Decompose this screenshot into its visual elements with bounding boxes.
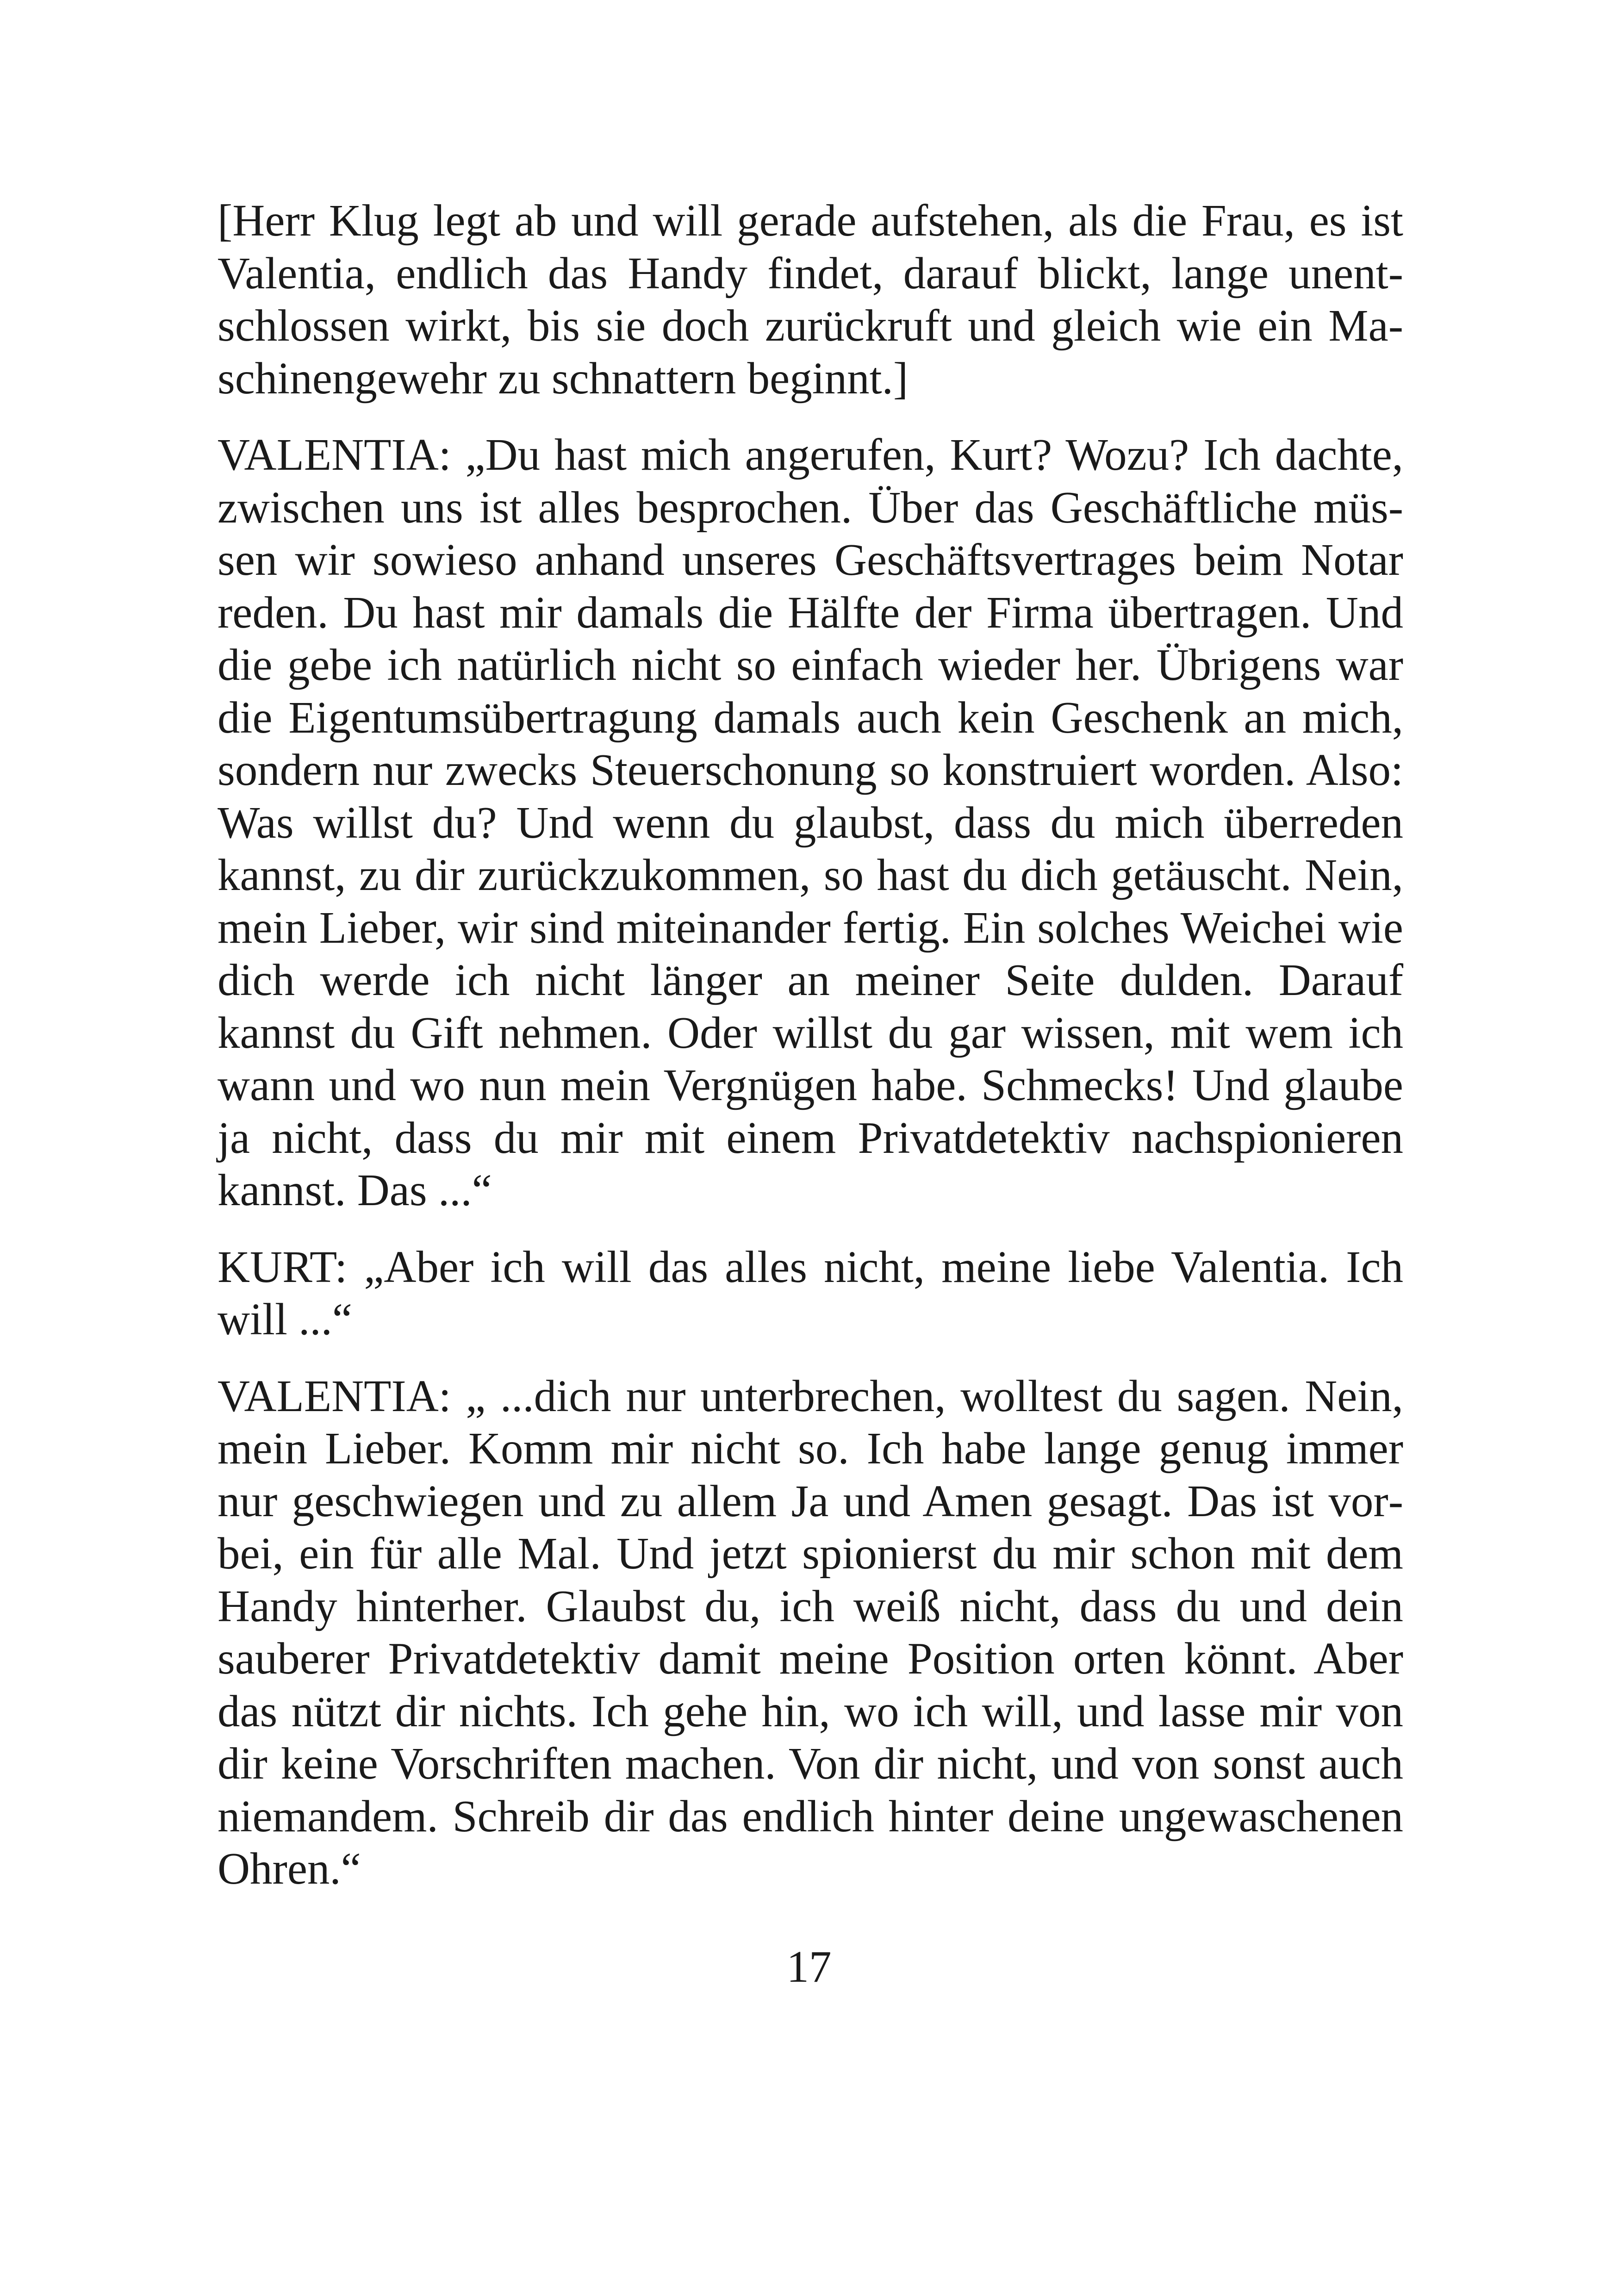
stage-direction-paragraph: [Herr Klug legt ab und will gerade aufstehen, als die Frau, es ist Valentia, endlich das Handy findet, darauf blickt, lange unentschlossen wirkt, bis sie doch zurückruft und gleich wie ein Maschinengewehr zu schnattern beginnt.] <box>218 196 1403 403</box>
dialogue-paragraph-kurt: KURT: „Aber ich will das alles nicht, meine liebe Valentia. Ich will ...“ <box>218 1242 1403 1344</box>
body-text <box>218 194 1403 1895</box>
dialogue-paragraph-valentia: VALENTIA: „Du hast mich angerufen, Kurt? Wozu? Ich dachte, zwischen uns ist alles besprochen. Über das Geschäftliche müssen wir sowieso anhand unseres Geschäftsvertrages beim Notar reden. Du hast mir damals die Hälfte der Firma übertragen. Und die gebe ich natürlich nicht so einfach wieder her. Übrigens war die Eigentumsübertragung damals auch kein Geschenk an mich, sondern nur zwecks Steuerschonung so konstruiert worden. Also: Was willst du? Und wenn du glaubst, dass du mich überreden kannst, zu dir zurückzukommen, so hast du dich getäuscht. Nein, mein Lieber, wir sind miteinander fertig. Ein solches Weichei wie dich werde ich nicht länger an meiner Seite dulden. Darauf kannst du Gift nehmen. Oder willst du gar wissen, mit wem ich wann und wo nun mein Vergnügen habe. Schmecks! Und glaube ja nicht, dass du mir mit einem Privatdetektiv nachspionieren kannst. Das ...“ <box>218 430 1403 1215</box>
dialogue-paragraph-valentia-2: VALENTIA: „ ...dich nur unterbrechen, wolltest du sagen. Nein, mein Lieber. Komm mir nicht so. Ich habe lange genug immer nur geschwiegen und zu allem Ja und Amen gesagt. Das ist vorbei, ein für alle Mal. Und jetzt spionierst du mir schon mit dem Handy hinterher. Glaubst du, ich weiß nicht, dass du und dein sauberer Privatdetektiv damit meine Position orten könnt. Aber das nützt dir nichts. Ich gehe hin, wo ich will, und lasse mir von dir keine Vorschriften machen. Von dir nicht, und von sonst auch niemandem. Schreib dir das endlich hinter deine ungewaschenen Ohren.“ <box>218 1371 1403 1893</box>
page-number: 17 <box>786 1942 832 1991</box>
